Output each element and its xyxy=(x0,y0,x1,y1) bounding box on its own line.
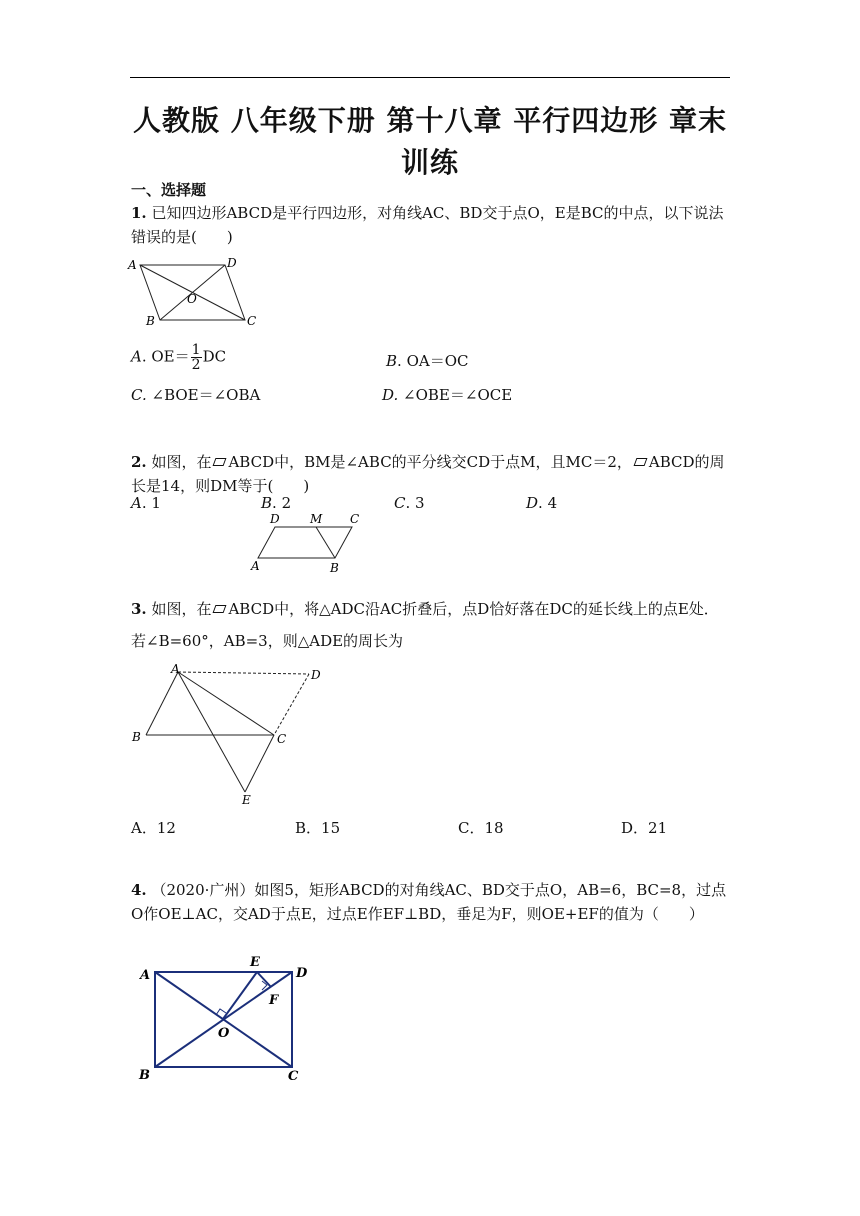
section-heading: 一、选择题 xyxy=(131,181,207,199)
label-A: A xyxy=(251,559,260,573)
label-O: O xyxy=(218,1026,230,1041)
parallelogram-symbol-icon xyxy=(633,458,647,466)
label-B: B xyxy=(132,730,141,744)
figure-q2-parallelogram xyxy=(248,512,368,576)
label-B: B xyxy=(139,1068,150,1083)
parallelogram-symbol-icon xyxy=(213,605,227,613)
option-c[interactable]: C. 3 xyxy=(394,494,425,512)
option-d[interactable]: D. ∠OBE＝∠OCE xyxy=(382,386,513,404)
label-A: A xyxy=(140,968,151,983)
option-a[interactable]: A. 1 xyxy=(131,494,161,512)
question-number: 4. xyxy=(131,881,147,899)
label-B: B xyxy=(146,314,155,328)
question-text: （2020·广州）如图5，矩形ABCD的对角线AC、BD交于点O，AB=6，BC=8，过点O作OE⊥AC，交AD于点E，过点E作EF⊥BD，垂足为F，则OE+EF的值为（ ） xyxy=(131,881,727,923)
option-a[interactable]: A．12 xyxy=(131,819,176,837)
label-C: C xyxy=(350,512,360,526)
option-d[interactable]: D. 4 xyxy=(526,494,558,512)
label-D: D xyxy=(227,256,237,270)
label-A: A xyxy=(128,258,137,272)
page-title: 人教版 八年级下册 第十八章 平行四边形 章末训练 xyxy=(133,104,727,179)
option-a[interactable]: A. OE＝ $\frac{1}{2}$ DC xyxy=(131,342,227,373)
label-C: C xyxy=(288,1069,299,1084)
question-text: 已知四边形ABCD是平行四边形，对角线AC、BD交于点O，E是BC的中点，以下说法错误的是( ) xyxy=(131,204,724,246)
label-E: E xyxy=(242,793,251,807)
label-D: D xyxy=(311,668,321,682)
question-3: 3. 如图，在 ABCD中，将△ADC沿AC折叠后，点D恰好落在DC的延长线上的点E处．若∠B=60°，AB=3，则△ADE的周长为 xyxy=(131,600,719,650)
question-2: 2. 如图，在 ABCD中，BM是∠ABC的平分线交CD于点M，且MC＝2， ABCD的周长是14，则DM等于( ) xyxy=(131,453,725,495)
option-d[interactable]: D．21 xyxy=(621,819,668,837)
option-c[interactable]: C．18 xyxy=(458,819,504,837)
label-F: F xyxy=(269,993,279,1008)
figure-q4-rectangle xyxy=(128,952,318,1092)
label-C: C xyxy=(247,314,257,328)
parallelogram-symbol-icon xyxy=(213,458,227,466)
header-rule xyxy=(130,77,730,78)
figure-q1-parallelogram xyxy=(128,254,268,330)
label-B: B xyxy=(330,561,339,575)
question-1 xyxy=(131,201,731,249)
question-number: 2. xyxy=(131,453,147,471)
option-b[interactable]: B. 2 xyxy=(261,494,292,512)
option-b[interactable]: B. OA＝OC xyxy=(386,352,469,370)
label-A: A xyxy=(171,662,180,676)
question-number: 1. xyxy=(131,204,147,222)
figure-q3-fold xyxy=(128,660,338,810)
fraction: $\frac{1}{2}$ xyxy=(191,342,201,373)
label-D: D xyxy=(270,512,280,526)
option-c[interactable]: C. ∠BOE＝∠OBA xyxy=(131,386,261,404)
label-M: M xyxy=(310,512,323,526)
label-E: E xyxy=(250,955,260,970)
label-C: C xyxy=(277,732,287,746)
option-b[interactable]: B．15 xyxy=(295,819,341,837)
label-O: O xyxy=(187,292,197,306)
question-4 xyxy=(131,878,731,926)
question-number: 3. xyxy=(131,600,147,618)
label-D: D xyxy=(296,966,308,981)
